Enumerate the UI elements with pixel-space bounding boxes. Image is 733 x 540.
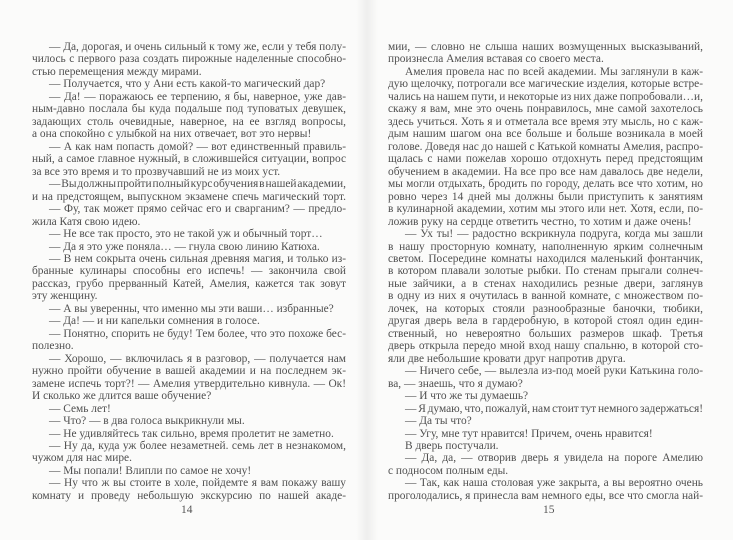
text-line: — Я думаю, что, пожалуй, нам стоит тут немного задержаться! bbox=[405, 402, 703, 415]
text-line: светом. Посередине комнаты находился маленький фонтанчик, bbox=[388, 252, 703, 265]
text-line: — Что? — в два голоса выкрикнули мы. bbox=[49, 415, 245, 428]
text-line: — Так, как наша столовая уже закрыта, а вы вероятно очень bbox=[405, 477, 703, 490]
page-number-right: 15 bbox=[543, 504, 555, 516]
text-line: рассказ, грубо прерванный Катей, Амелия, кажется так зовут bbox=[32, 277, 346, 290]
text-line: полезно. bbox=[32, 340, 74, 353]
text-line: ственный, но невероятно больших размеров шкаф. Третья bbox=[388, 327, 703, 340]
text-line: — Ну да, куда уж более незаметней. семь лет в незнакомом, bbox=[49, 440, 346, 452]
text-line: — Да ты что? bbox=[405, 415, 472, 428]
text-line: а она спокойно с улыбкой на них отвечает, вот это нервы! bbox=[32, 128, 312, 141]
text-line: комнату и проведу небольшую экскурсию по нашей акаде- bbox=[32, 489, 346, 502]
text-line: — А вы уверенны, что именно мы эти ваши… избранные? bbox=[49, 302, 334, 315]
text-line: И сколько же длится ваше обучение? bbox=[32, 390, 212, 403]
text-line: чужом для нас мире. bbox=[32, 452, 132, 465]
text-line: — В нем сокрыта очень сильная древняя магия, и только из- bbox=[49, 252, 346, 265]
text-line: Амелия провела нас по всей академии. Мы заглянули в каж- bbox=[405, 65, 703, 78]
text-line: замене испечь торт?! — Амелия утвердительно кивнула. — Ок! bbox=[32, 377, 346, 390]
text-line: — Мы попали! Влипли по самое не хочу! bbox=[49, 464, 252, 477]
text-line: за все это время и то прозвучавший не из моих уст. bbox=[32, 165, 281, 178]
text-line: в кулинарной академии, хотим мы этого или нет. Хотя, если, по- bbox=[388, 203, 703, 216]
text-line: ровно через 14 дней мы должны были приступить к занятиям bbox=[388, 190, 703, 203]
text-line: — Понятно, спорить не буду! Тем более, что это похоже бес- bbox=[49, 327, 346, 340]
right-page-text bbox=[388, 41, 703, 502]
text-line: проголодались, я принесла вам немного еды, все что смогла най- bbox=[388, 489, 703, 502]
text-line: дую щелочку, потрогали все магические изделия, которые встре- bbox=[388, 78, 703, 91]
text-line: — Ну что ж вы стоите в холе, пойдемте я вам покажу вашу bbox=[49, 477, 346, 490]
text-line: ные зайчики, а в стенах находились резные двери, заглянув bbox=[388, 277, 703, 290]
text-line: нужно пройти обучение в вашей академии и на последнем эк- bbox=[32, 365, 346, 378]
left-page-text bbox=[32, 41, 346, 502]
text-line: обучением в академии. На все про все нам давалось две недели, bbox=[388, 165, 703, 178]
page-number-left: 14 bbox=[181, 504, 193, 516]
text-line: — Угу, мне тут нравится! Причем, очень нравится! bbox=[405, 427, 653, 440]
text-line: — И что же ты думаешь? bbox=[405, 390, 529, 403]
text-line: В дверь постучали. bbox=[405, 440, 499, 452]
text-line: — Ничего себе, — вылезла из-под моей руки Катькина голо- bbox=[405, 365, 703, 378]
text-line: эту женщину. bbox=[32, 290, 98, 303]
text-line: в котором плавали золотые рыбки. По стенам прыгали солнеч- bbox=[388, 265, 703, 278]
text-line: голове. Доведя нас до нашей с Катькой комнаты Амелия, распро- bbox=[388, 140, 703, 153]
text-line: с подносом полным еды. bbox=[388, 464, 509, 477]
text-line: скажу я вам, мне это очень понравилось, мне самой захотелось bbox=[388, 103, 703, 116]
text-line: — Вы должны пройти полный курс обучения в нашей академии, bbox=[49, 178, 346, 191]
text-line: мии, — словно не слыша наших возмущенных высказываний, bbox=[388, 41, 703, 53]
text-line: — Семь лет! bbox=[49, 402, 111, 415]
book-gutter bbox=[356, 0, 378, 540]
text-line: — Фу, так может прямо сейчас его и сварганим? — предло- bbox=[49, 203, 346, 216]
text-line: дым нашим шагом она все больше и больше возникала в моей bbox=[388, 128, 703, 141]
text-line: щалась с нами пожелав хорошо отдохнуть перед предстоящим bbox=[388, 153, 703, 166]
text-line: — Да, дорогая, и очень сильный к тому же, если у тебя полу- bbox=[49, 41, 346, 53]
text-line: чались на нашем пути, и некоторые из них даже попробовали…и, bbox=[388, 90, 703, 103]
text-line: жила Катя свою идею. bbox=[32, 215, 141, 228]
text-line: ва, — знаешь, что я думаю? bbox=[388, 377, 523, 390]
text-line: — Ух ты! — радостно вскрикнула подруга, когда мы зашли bbox=[405, 228, 703, 241]
text-line: — Не все так просто, это не такой уж и обычный торт… bbox=[49, 228, 323, 241]
text-line: — Да я это уже поняла… — гнула свою линию Катюха. bbox=[49, 240, 320, 253]
text-line: — А как нам попасть домой? — вот единственный правиль- bbox=[49, 140, 346, 153]
text-line: ный, а самое главное нужный, в сложившейся ситуации, вопрос bbox=[32, 153, 346, 166]
text-line: — Хорошо, — включилась я в разговор, — получается нам bbox=[49, 352, 346, 365]
text-line: стью перемещения между мирами. bbox=[32, 65, 202, 78]
text-line: и на предстоящем, выпускном экзамене спечь магический торт. bbox=[32, 190, 346, 203]
text-line: — Не удивляйтесь так сильно, время пролетит не заметно. bbox=[49, 427, 334, 440]
text-line: в одну из них я очутилась в ванной комнате, с множеством по- bbox=[388, 290, 703, 303]
text-line: дверь открыла передо мной вход нашу спальню, в которой сто- bbox=[388, 340, 703, 353]
text-line: яли две небольшие кровати друг напротив друга. bbox=[388, 352, 626, 365]
text-line: — Получается, что у Ани есть какой-то магический дар? bbox=[49, 78, 326, 91]
text-line: — Да! — и ни капельки сомнения в голосе. bbox=[49, 315, 260, 328]
text-line: произнесла Амелия вставая со своего места. bbox=[388, 53, 604, 66]
text-line: чилось с первого раза создать пирожные наделенные способно- bbox=[32, 53, 346, 66]
text-line: — Да, да, — отворив дверь я увидела на пороге Амелию bbox=[405, 452, 703, 465]
text-line: ным-давно послала бы куда подальше под туповатых девушек, bbox=[32, 103, 346, 116]
text-line: задающих столь очевидные, наверное, на ее взгляд вопросы, bbox=[32, 115, 346, 128]
text-line: в нашу просторную комнату, наполненную ярким солнечным bbox=[388, 240, 703, 253]
text-line: здесь учиться. Хоть я и отметала все время эту мысль, но с каж- bbox=[388, 115, 703, 128]
text-line: — Да! — поражаюсь ее терпению, я бы, наверное, уже дав- bbox=[49, 90, 346, 103]
text-line: лочек, на которых стояли разнообразные баночки, тюбики, bbox=[388, 302, 703, 315]
text-line: другая дверь вела в гардеробную, в которой стоял один един- bbox=[388, 315, 703, 328]
text-line: мы могли отдыхать, бродить по городу, делать все что хотим, но bbox=[388, 178, 703, 191]
text-line: ложив руку на сердце ответить честно, то хотим и даже очень! bbox=[388, 215, 692, 228]
text-line: бранные кулинары способны его испечь! — закончила свой bbox=[32, 265, 346, 278]
